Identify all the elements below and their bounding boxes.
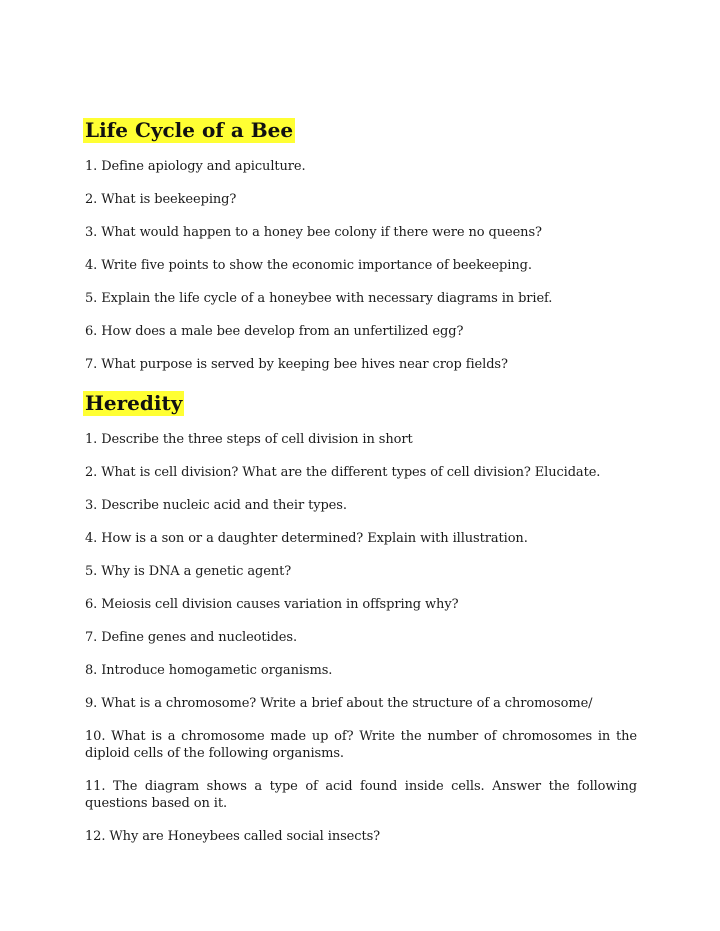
section-heading: Life Cycle of a Bee [85, 118, 294, 142]
question-item: 2. What is cell division? What are the different types of cell division? Elucidate. [85, 465, 601, 480]
question-item: 7. What purpose is served by keeping bee hives near crop fields? [85, 357, 508, 372]
question-item: 10. What is a chromosome made up of? Write the number of chromosomes in the diploid cells of the following organisms. [85, 729, 637, 761]
question-item: 11. The diagram shows a type of acid found inside cells. Answer the following questions based on it. [85, 779, 637, 811]
question-item: 5. Explain the life cycle of a honeybee with necessary diagrams in brief. [85, 291, 553, 306]
question-item: 2. What is beekeeping? [85, 192, 237, 207]
question-item: 8. Introduce homogametic organisms. [85, 663, 333, 678]
question-item: 6. Meiosis cell division causes variation in offspring why? [85, 597, 459, 612]
question-item: 1. Describe the three steps of cell division in short [85, 432, 413, 447]
question-item: 9. What is a chromosome? Write a brief about the structure of a chromosome/ [85, 696, 593, 711]
question-item: 5. Why is DNA a genetic agent? [85, 564, 292, 579]
section-heredity [85, 391, 637, 861]
section-heading: Heredity [85, 391, 183, 415]
question-item: 1. Define apiology and apiculture. [85, 159, 306, 174]
question-item: 6. How does a male bee develop from an unfertilized egg? [85, 324, 464, 339]
question-item: 4. Write five points to show the economic importance of beekeeping. [85, 258, 532, 273]
question-item: 7. Define genes and nucleotides. [85, 630, 297, 645]
question-item: 3. Describe nucleic acid and their types. [85, 498, 347, 513]
section-life-cycle-of-a-bee [85, 118, 637, 389]
question-item: 4. How is a son or a daughter determined? Explain with illustration. [85, 531, 528, 546]
question-item: 12. Why are Honeybees called social insects? [85, 829, 381, 844]
question-item: 3. What would happen to a honey bee colony if there were no queens? [85, 225, 542, 240]
